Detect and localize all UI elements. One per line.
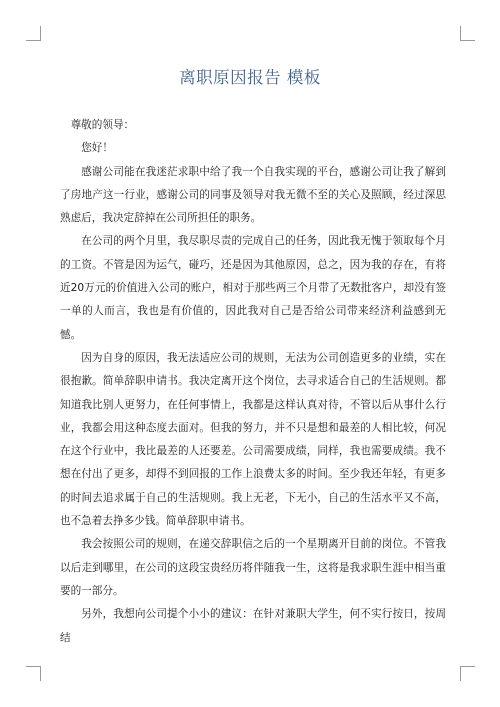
crop-mark-bottom-left xyxy=(26,666,41,681)
salutation: 尊敬的领导： xyxy=(70,119,135,131)
paragraph-3: 因为自身的原因，我无法适应公司的规则，无法为公司创造更多的业绩，实在很抱歉。简单辞职申请书。我决定离开这个岗位，去寻求适合自己的生活规则。都知道我比别人更努力，在任何事情上，我都是这样认真对待，不管以后从事什么行业，我都会用这种态度去面对。但我的努力，并不只是想和最差的人相比较，何况在这个行业中，我比最差的人还要差。公司需要成绩，同样，我也需要成绩。我不想在付出了更多，却得不到回报的工作上浪费太多的时间。至少我还年轻，有更多的时间去追求属于自己的生活规则。我上无老，下无小，自己的生活水平又不高，也不急着去挣多少钱。简单辞职申请书。 xyxy=(60,351,446,528)
document-title: 离职原因报告 模板 xyxy=(179,68,321,87)
crop-mark-bottom-right xyxy=(460,666,475,681)
paragraph-4: 我会按照公司的规则，在递交辞职信之后的一个星期离开目前的岗位。不管我以后走到哪里，在公司的这段宝贵经历将伴随我一生，这将是我求职生涯中相当重要的一部分。 xyxy=(60,538,446,597)
paragraph-2: 在公司的两个月里，我尽职尽责的完成自己的任务，因此我无愧于领取每个月的工资。不管是因为运气，碰巧，还是因为其他原因，总之，因为我的存在，有将近20万元的价值进入公司的账户，相对于那些两三个月带了无数批客户，却没有签一单的人而言，我也是有价值的，因此我对自己是否给公司带来经济利益感到无憾。 xyxy=(60,235,446,341)
document-body xyxy=(60,114,446,650)
paragraph-1: 感谢公司能在我迷茫求职中给了我一个自我实现的平台，感谢公司让我了解到了房地产这一行业，感谢公司的同事及领导对我无微不至的关心及照顾，经过深思熟虑后，我决定辞掉在公司所担任的职务。 xyxy=(60,165,446,225)
paragraph-5: 另外，我想向公司提个小小的建议：在针对兼职大学生，何不实行按日，按周结 xyxy=(60,608,446,644)
greeting: 您好！ xyxy=(81,142,113,155)
crop-mark-top-left xyxy=(26,26,41,41)
crop-mark-top-right xyxy=(460,26,475,41)
